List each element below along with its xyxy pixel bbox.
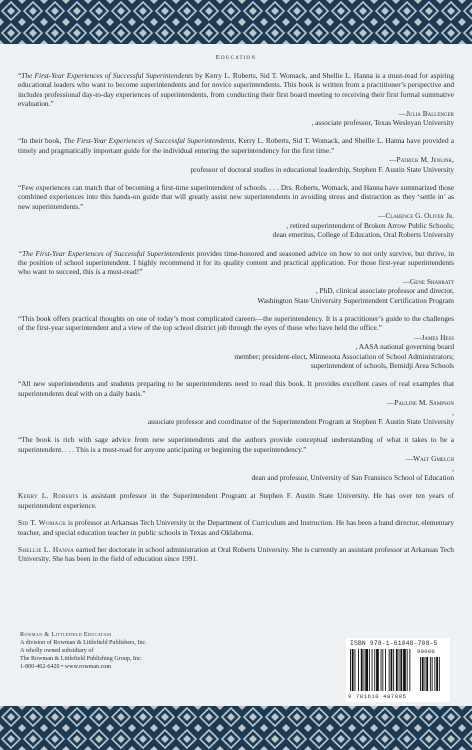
- book-title: The First-Year Experiences of Successful Superintendents: [63, 136, 235, 146]
- barcode-bar: [350, 649, 351, 691]
- author-name: Sid T. Womack: [18, 518, 67, 528]
- bio-text: earned her doctorate in school administration at Oral Roberts University. She is currently an assistant professor at Arkansas Tech University. She has been in the field of education since 1991.: [18, 545, 454, 564]
- barcode-bar: [372, 649, 373, 691]
- barcode-bar: [385, 649, 386, 691]
- barcode-bar: [403, 649, 406, 691]
- endorser-role: dean emeritus, College of Education, Oral Roberts University: [272, 230, 454, 240]
- top-band-pattern: [0, 0, 472, 44]
- endorsement-quote: [18, 136, 454, 174]
- quote-text: , Kerry L. Roberts, Sid T. Womack, and Shellie L. Hanna have provided a timely and pragmatically important guide for the individual entering the superintendency for the first time.”: [18, 136, 454, 155]
- bio-text: is professor at Arkansas Tech University in the Department of Curriculum and Instruction. He has been a band director, elementary teacher, and special education teacher in public schools in Texas and Oklahoma.: [18, 518, 454, 537]
- publisher-name: Rowman & Littlefield Education: [20, 632, 112, 638]
- endorser-role: , associate professor, Texas Wesleyan University: [311, 118, 454, 128]
- quote-attribution: [18, 109, 454, 128]
- barcode-bar: [364, 649, 365, 691]
- bio-text: is assistant professor in the Superintendent Program at Stephen F. Austin State University. He has over ten years of superintendent experience.: [18, 491, 454, 510]
- barcode-bar: [409, 649, 410, 691]
- endorser-role: dean and professor, University of San Fransisco School of Education: [251, 473, 454, 483]
- quote-attribution: [18, 398, 454, 426]
- barcode-bar: [439, 657, 440, 691]
- barcode-bar: [361, 649, 363, 691]
- author-bio: [18, 545, 454, 564]
- endorsement-quote: [18, 314, 454, 370]
- quote-attribution: [18, 211, 454, 239]
- barcode-bar: [430, 657, 431, 691]
- isbn-label: ISBN 978-1-61048-708-5: [350, 640, 438, 647]
- barcode-bar: [399, 649, 400, 691]
- endorsement-quote: [18, 249, 454, 305]
- endorser-name: —James Hess: [414, 332, 454, 342]
- barcode-bar: [432, 657, 433, 691]
- barcode-bar: [422, 657, 424, 691]
- endorsement-quote: “The First-Year Experiences of Successful Superintendents by Kerry L. Roberts, Sid T. Womack, and Shellie L. Hanna is a must-read for aspiring educational leaders who want to become superintendents and for novice superintendents. This book is written from a practitioner’s perspective and includes professional day-to-day experiences of superintendents, from conducting their first board meeting to receiving their first formal summative evaluation.” —Julia Ballenger , associate professor, Texas Wesleyan University: [18, 71, 454, 128]
- endorser-role: superintendent of schools, Bemidji Area Schools: [310, 360, 454, 370]
- barcode-bar: [407, 649, 408, 691]
- endorser-role: Washington State University Superintendent Certification Program: [257, 295, 454, 305]
- bottom-decorative-band: [0, 706, 472, 750]
- author-name: Kerry L. Roberts: [18, 491, 79, 501]
- quote-attribution: [18, 155, 454, 174]
- endorser-role: professor of doctoral studies in educational leadership, Stephen F. Austin State University: [190, 164, 454, 174]
- barcode-bar: [426, 657, 428, 691]
- barcode-bar: [369, 649, 370, 691]
- main-content: [18, 52, 454, 572]
- barcode-number: 9 781610 487085: [348, 693, 407, 700]
- barcode-bar: [365, 649, 368, 691]
- author-name: Shellie L. Hanna: [18, 545, 75, 555]
- barcode-bar: [382, 649, 383, 691]
- barcode-bar: [396, 649, 398, 691]
- barcode-bar: [389, 649, 390, 691]
- barcode-bar: [376, 649, 379, 691]
- publisher-line: A wholly owned subsidiary of: [20, 647, 94, 654]
- quote-attribution: [18, 333, 454, 371]
- barcode-bar: [425, 657, 426, 691]
- publisher-line: The Rowman & Littlefield Publishing Group, Inc.: [20, 655, 143, 662]
- quote-attribution: [18, 277, 454, 305]
- section-label: Education: [215, 54, 257, 61]
- endorser-role: ,: [452, 407, 454, 417]
- endorser-name: —Patrick M. Jenlink,: [389, 155, 454, 165]
- endorser-role: , PhD, clinical associate professor and director,: [315, 286, 454, 296]
- quote-text: by Kerry L. Roberts, Sid T. Womack, and Shellie L. Hanna is a must-read for aspiring educational leaders who want to become superintendents and for novice superintendents. This book is written from a practitioner’s perspective and includes professional day-to-day experiences of superintendents, from conducting their first board meeting to receiving their first formal summative evaluation.”: [18, 71, 454, 109]
- barcode-bar: [381, 649, 382, 691]
- barcode-bar: [436, 657, 438, 691]
- quote-text: “All new superintendents and students preparing to be superintendents need to read this book. It provides excellent cases of real examples that superintendents deal with on a daily basis.”: [18, 379, 454, 398]
- endorser-name: —Pauline M. Sampson: [387, 398, 454, 408]
- author-bio: [18, 491, 454, 510]
- barcode-bar: [420, 657, 421, 691]
- book-title: The First-Year Experiences of Successful Superintendents: [21, 71, 194, 80]
- barcode-bar: [374, 649, 375, 691]
- endorser-role: ,: [452, 463, 454, 473]
- barcode-bar: [352, 649, 354, 691]
- quote-text: provides time-honored and seasoned advice on how to not only survive, but thrive, in the position of school superintendent. I highly recommend it for its quality content and practical application. For those first-year superintendents who want to succeed, this is a must-read!”: [18, 248, 454, 277]
- endorser-role: , retired superintendent of Broken Arrow Public Schools;: [286, 220, 454, 230]
- barcode-bar: [391, 649, 393, 691]
- isbn-barcode: [346, 638, 450, 702]
- endorser-role: , AASA national governing board: [355, 342, 454, 352]
- author-bio: [18, 518, 454, 537]
- barcode-bar: [393, 649, 394, 691]
- quote-text: “Few experiences can match that of becoming a first-time superintendent of schools. . . . Drs. Roberts, Womack, and Hanna have summarized those combined experiences into this hands-on guide that will greatly assist new superintendents in avoiding stress and distraction as they ‘settle in’ as new superintendents.”: [18, 183, 454, 211]
- endorser-name: —Clarence G. Oliver Jr.: [378, 211, 454, 221]
- endorsement-quote: [18, 183, 454, 239]
- endorser-name: —Gene Sharratt: [402, 276, 454, 286]
- endorser-role: member; president-elect, Minnesota Association of School Administrators;: [234, 351, 454, 361]
- endorsement-quote: [18, 379, 454, 426]
- top-decorative-band: [0, 0, 472, 44]
- publisher-contact: 1-800-462-6420 • www.rowman.com: [20, 663, 112, 670]
- barcode-bars: [350, 649, 446, 693]
- publisher-line: A division of Rowman & Littlefield Publishers, Inc.: [20, 639, 147, 646]
- barcode-bar: [358, 649, 359, 691]
- barcode-bar: [400, 649, 402, 691]
- barcode-bar: [434, 657, 435, 691]
- book-title: “The First-Year Experiences of Successful Superintendents: [18, 248, 195, 258]
- quote-attribution: [18, 454, 454, 482]
- addon-number: 90000: [417, 648, 436, 655]
- endorser-name: —Walt Gmelch: [405, 454, 454, 464]
- bottom-band-pattern: [0, 706, 472, 750]
- quote-text: “This book offers practical thoughts on one of today’s most complicated careers—the superintendency. It is a practitioner’s guide to the challenges of the first-year superintendent and a view of the top school district job through the eyes of those who have held the office.”: [18, 313, 454, 333]
- quote-text: “In their book,: [18, 136, 64, 146]
- endorser-name: —Julia Ballenger: [398, 108, 454, 118]
- endorsement-quote: [18, 435, 454, 482]
- publisher-info: [20, 632, 220, 672]
- quote-text: “The book is rich with sage advice from new superintendents and the authors provide conceptual understanding of what it takes to be a superintendent. . . . This is a must-read for anyone anticipating or beginning the superintendency.”: [18, 435, 454, 454]
- barcode-bar: [355, 649, 356, 691]
- endorser-role: associate professor and coordinator of the Superintendent Program at Stephen F. Austin State University: [147, 417, 454, 426]
